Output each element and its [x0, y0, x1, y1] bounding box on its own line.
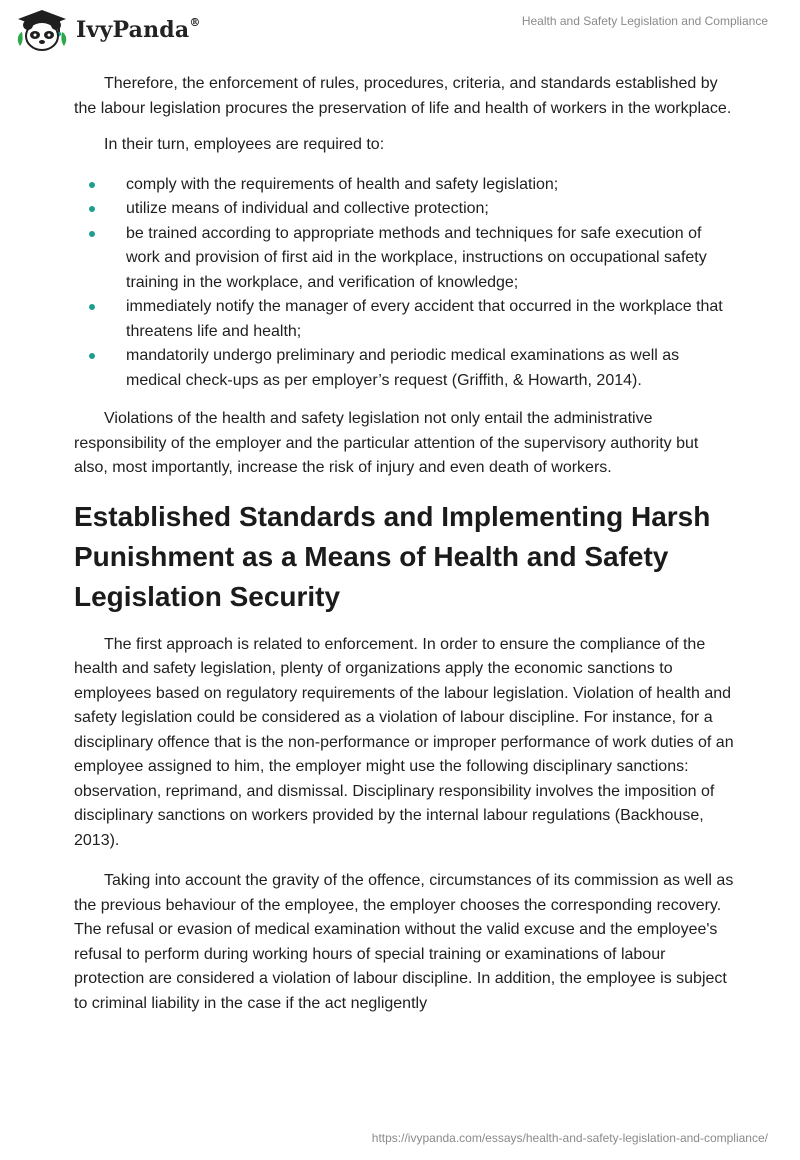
list-item: comply with the requirements of health and safety legislation;	[0, 173, 734, 198]
bullet-icon	[89, 206, 95, 212]
page-header	[0, 0, 800, 60]
list-item: utilize means of individual and collective protection;	[0, 197, 734, 222]
essay-content	[74, 72, 734, 1016]
list-item: immediately notify the manager of every accident that occurred in the workplace that threatens life and health;	[0, 295, 734, 344]
paragraph-4: The first approach is related to enforcement. In order to ensure the compliance of the health and safety legislation, plenty of organizations apply the economic sanctions to employees based on regulatory requirements of the labour legislation. Violation of health and safety legislation could be considered as a violation of labour discipline. For instance, for a disciplinary offence that is the non-performance or improper performance of work duties of an employee assigned to him, the employer might use the following disciplinary sanctions: observation, reprimand, and dismissal. Disciplinary responsibility involves the imposition of disciplinary sanctions on workers provided by the internal labour regulations (Backhouse, 2013).	[74, 635, 734, 849]
list-item: mandatorily undergo preliminary and periodic medical examinations as well as medical check-ups as per employer’s request (Griffith, & Howarth, 2014).	[0, 344, 734, 393]
bullet-icon	[89, 231, 95, 237]
document-title: Health and Safety Legislation and Compliance	[521, 14, 768, 28]
paragraph-2: In their turn, employees are required to:	[104, 136, 385, 153]
paragraph-5: Taking into account the gravity of the offence, circumstances of its commission as well as the previous behaviour of the employee, the employer chooses the corresponding recovery. The refusal or evasion of medical examination without the valid excuse and the employee's refusal to perform during working hours of special training or examinations of labour protection are considered a violation of labour discipline. In addition, the employee is subject to criminal liability in the case if the act negligently	[74, 872, 734, 1012]
bullet-icon	[89, 182, 95, 188]
panda-graduate-icon	[14, 8, 70, 52]
section-heading: Established Standards and Implementing Harsh Punishment as a Means of Health and Safety Legislation Security	[74, 500, 711, 612]
source-url[interactable]: https://ivypanda.com/essays/health-and-safety-legislation-and-compliance/	[371, 1131, 768, 1145]
brand-logo[interactable]	[14, 8, 201, 52]
list-item: be trained according to appropriate methods and techniques for safe execution of work and provision of first aid in the workplace, instructions on occupational safety training in the workplace, and verification of knowledge;	[0, 222, 734, 296]
bullet-icon	[89, 304, 95, 310]
paragraph-1: Therefore, the enforcement of rules, procedures, criteria, and standards established by the labour legislation procures the preservation of life and health of workers in the workplace.	[74, 75, 732, 117]
employee-duties-list	[74, 173, 734, 394]
brand-name: IvyPanda®	[76, 15, 201, 43]
paragraph-3: Violations of the health and safety legislation not only entail the administrative responsibility of the employer and the particular attention of the supervisory authority but also, most importantly, increase the risk of injury and even death of workers.	[74, 410, 699, 476]
bullet-icon	[89, 353, 95, 359]
